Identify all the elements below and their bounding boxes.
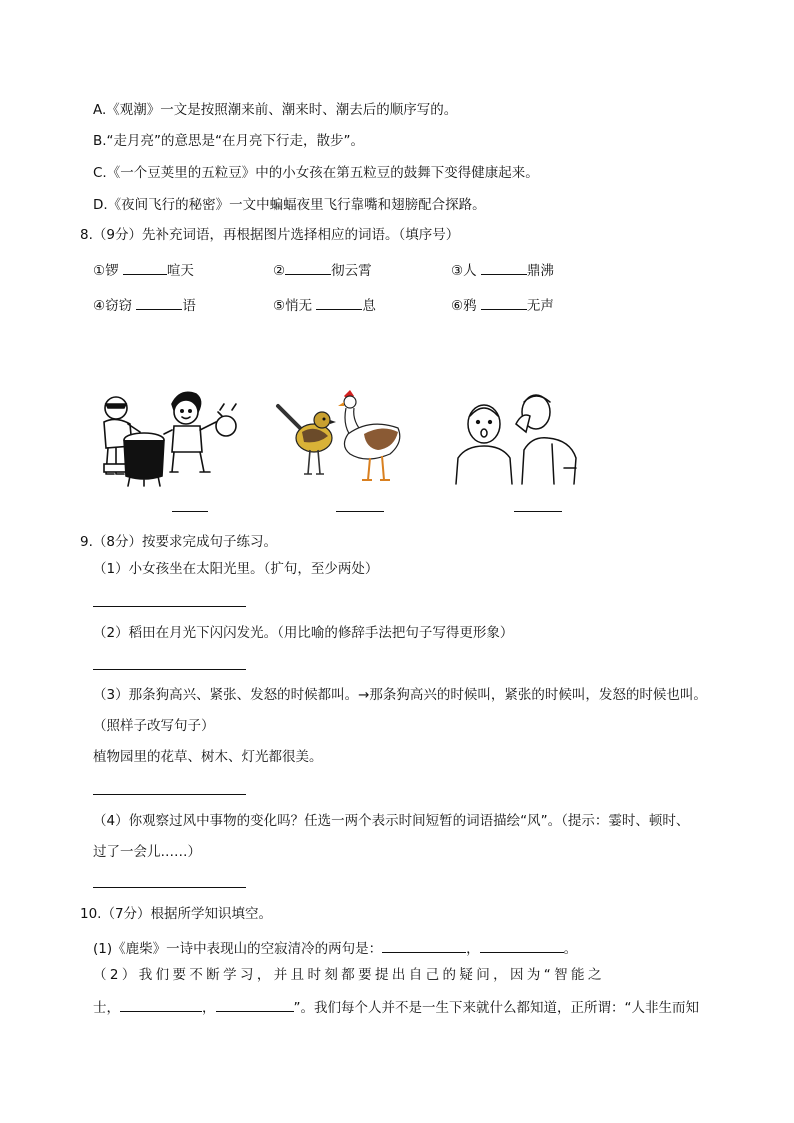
q8-item-5: ⑤悄无 息 bbox=[273, 295, 376, 315]
q8-item-6: ⑥鸦 无声 bbox=[451, 295, 554, 315]
q8-item-1: ①锣 喧天 bbox=[93, 260, 194, 280]
q10-blank-3[interactable] bbox=[120, 997, 202, 1012]
q9-sentence-3: （3）那条狗高兴、紧张、发怒的时候都叫。→那条狗高兴的时候叫，紧张的时候叫，发怒的时候也叫。 bbox=[93, 687, 707, 703]
q9-title: 9.（8分）按要求完成句子练习。 bbox=[80, 534, 277, 550]
q8-item-2: ② 彻云霄 bbox=[273, 260, 372, 280]
q8-blank-5[interactable] bbox=[316, 295, 362, 310]
q8-blank-6[interactable] bbox=[481, 295, 527, 310]
q9-sentence-1: （1）小女孩坐在太阳光里。（扩句，至少两处） bbox=[93, 561, 379, 577]
q10-line-2: （2）我们要不断学习，并且时刻都要提出自己的疑问，因为“智能之 bbox=[93, 967, 605, 983]
picture-2-answer-line[interactable] bbox=[336, 511, 384, 512]
q9-sentence-4: （4）你观察过风中事物的变化吗？任选一两个表示时间短暂的词语描绘“风”。（提示：霎时、顿时、 bbox=[93, 813, 690, 829]
bird-and-goose-illustration bbox=[274, 388, 406, 488]
q9-sentence-3-instruction: （照样子改写句子） bbox=[93, 718, 215, 734]
q9-sentence-3-task: 植物园里的花草、树木、灯光都很美。 bbox=[93, 749, 323, 765]
picture-1-answer-line[interactable] bbox=[172, 511, 208, 512]
q10-blank-2[interactable] bbox=[480, 938, 564, 953]
q10-line-3: 士， ， ”。我们每个人并不是一生下来就什么都知道，正所谓：“人非生而知 bbox=[93, 997, 699, 1017]
whispering-people-illustration bbox=[452, 388, 582, 488]
q10-blank-4[interactable] bbox=[216, 997, 294, 1012]
picture-3-answer-line[interactable] bbox=[514, 511, 562, 512]
q9-sentence-4-cont: 过了一会儿……） bbox=[93, 844, 201, 860]
q8-blank-3[interactable] bbox=[481, 260, 527, 275]
q10-title: 10.（7分）根据所学知识填空。 bbox=[80, 906, 273, 922]
q9-answer-line-2[interactable] bbox=[93, 669, 246, 670]
q10-blank-1[interactable] bbox=[382, 938, 466, 953]
q8-blank-1[interactable] bbox=[123, 260, 167, 275]
q7-option-a: A.《观潮》一文是按照潮来前、潮来时、潮去后的顺序写的。 bbox=[93, 102, 458, 118]
q7-option-d: D.《夜间飞行的秘密》一文中蝙蝠夜里飞行靠嘴和翅膀配合探路。 bbox=[93, 197, 486, 213]
q9-answer-line-4[interactable] bbox=[93, 887, 246, 888]
q8-item-4: ④窃窃 语 bbox=[93, 295, 196, 315]
q8-title: 8.（9分）先补充词语，再根据图片选择相应的词语。（填序号） bbox=[80, 227, 460, 243]
q7-option-c: C.《一个豆荚里的五粒豆》中的小女孩在第五粒豆的鼓舞下变得健康起来。 bbox=[93, 165, 539, 181]
q8-item-3: ③人 鼎沸 bbox=[451, 260, 554, 280]
drum-gong-kids-illustration bbox=[92, 382, 242, 488]
q10-line-1: (1)《鹿柴》一诗中表现山的空寂清冷的两句是： ， 。 bbox=[93, 938, 577, 958]
q8-blank-2[interactable] bbox=[285, 260, 331, 275]
q8-blank-4[interactable] bbox=[136, 295, 182, 310]
q7-option-b: B.“走月亮”的意思是“在月亮下行走，散步”。 bbox=[93, 133, 365, 149]
q9-answer-line-3[interactable] bbox=[93, 794, 246, 795]
q9-sentence-2: （2）稻田在月光下闪闪发光。（用比喻的修辞手法把句子写得更形象） bbox=[93, 625, 514, 641]
q9-answer-line-1[interactable] bbox=[93, 606, 246, 607]
